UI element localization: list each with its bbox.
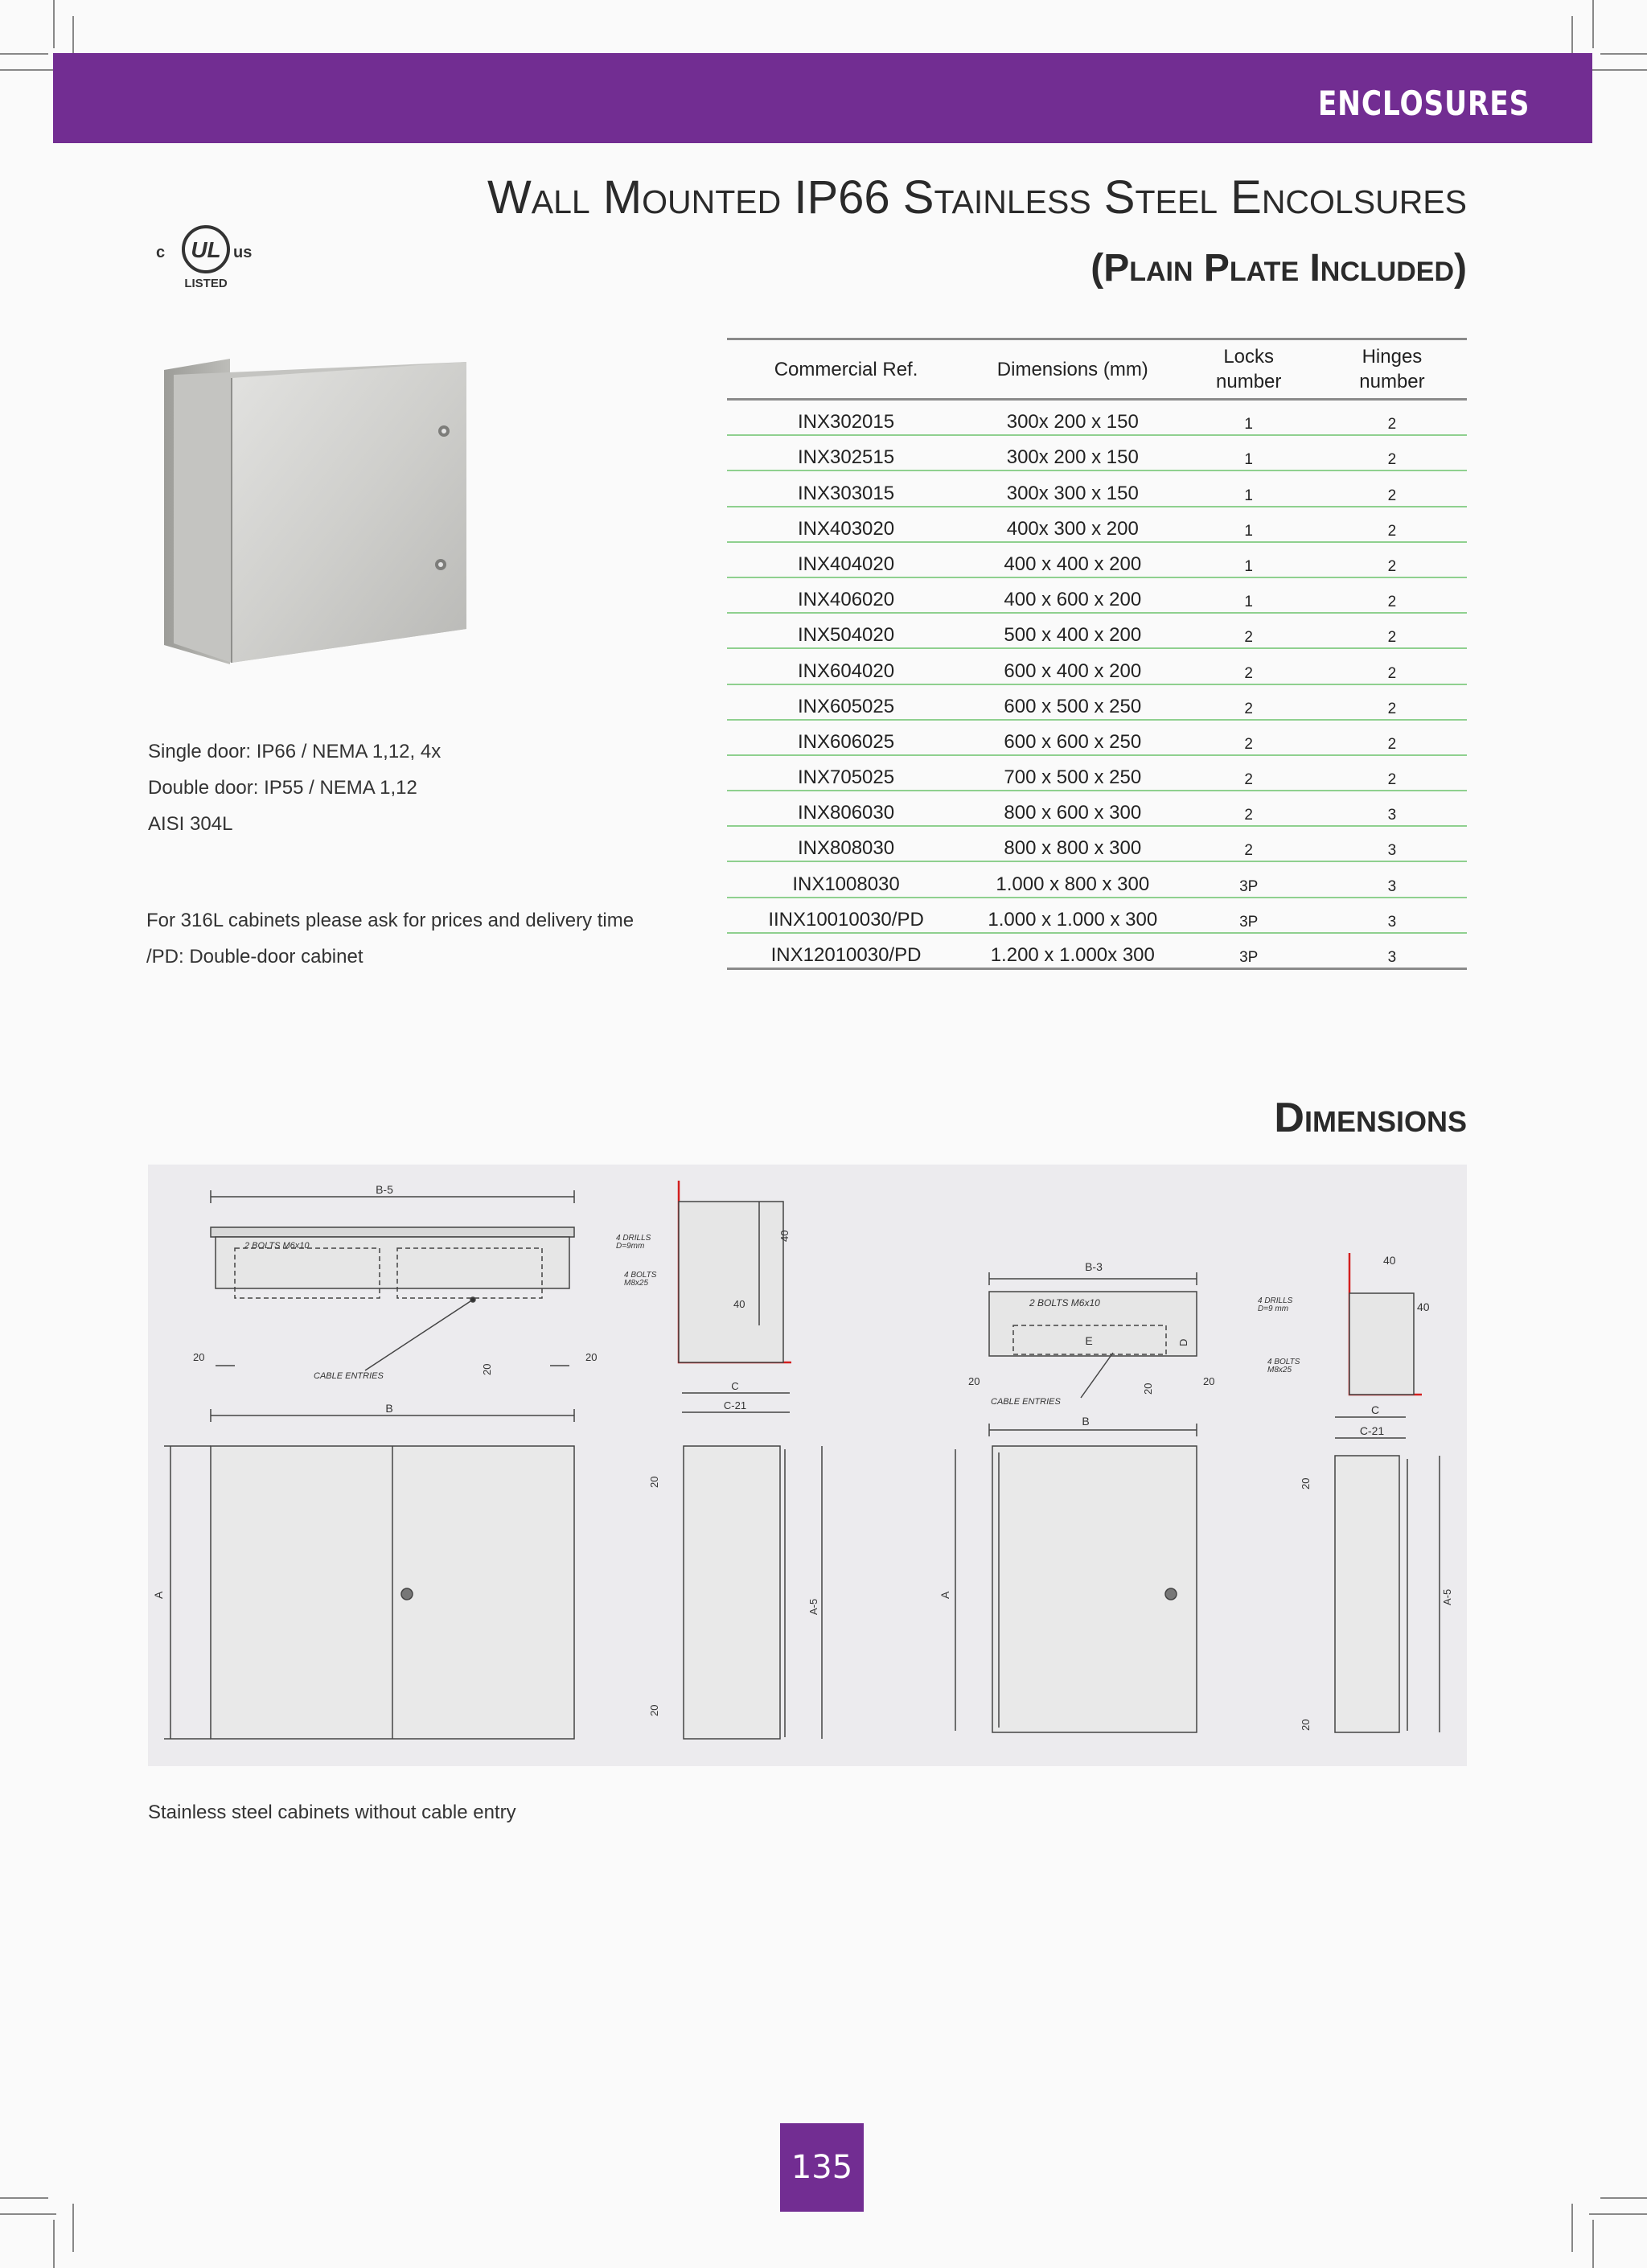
dimensions-title: Dimensions: [1274, 1095, 1467, 1141]
cell-locks: 2: [1181, 684, 1317, 720]
table-row: [727, 826, 1467, 861]
svg-text:us: us: [233, 244, 253, 261]
table-row: [727, 684, 1467, 720]
cell-dimensions: 400x 300 x 200: [965, 507, 1180, 542]
table-row: [727, 898, 1467, 933]
table-row: [727, 861, 1467, 897]
cell-locks: 1: [1181, 400, 1317, 436]
cell-locks: 2: [1181, 826, 1317, 861]
svg-text:D=9 mm: D=9 mm: [1258, 1305, 1289, 1313]
cell-dimensions: 300x 200 x 150: [965, 435, 1180, 470]
svg-text:4 DRILLS: 4 DRILLS: [616, 1234, 651, 1243]
svg-text:20: 20: [481, 1363, 493, 1375]
crop-mark: [1592, 2220, 1594, 2268]
table-row: [727, 720, 1467, 755]
cell-hinges: 3: [1317, 791, 1467, 826]
spec-item: AISI 304L: [148, 813, 233, 835]
svg-text:40: 40: [1383, 1254, 1396, 1267]
cell-ref: INX302515: [727, 435, 965, 470]
cell-locks: 2: [1181, 720, 1317, 755]
section-label: ENCLOSURES: [1317, 84, 1530, 123]
crop-mark: [0, 2213, 56, 2215]
page-number: 135: [780, 2123, 864, 2212]
cell-dimensions: 800 x 600 x 300: [965, 791, 1180, 826]
svg-text:40: 40: [778, 1230, 791, 1242]
cell-hinges: 2: [1317, 435, 1467, 470]
table-row: [727, 648, 1467, 684]
svg-text:A: A: [152, 1591, 165, 1599]
single-door-side-detail: [1258, 1253, 1453, 1732]
cell-locks: 2: [1181, 648, 1317, 684]
drawing-caption: Stainless steel cabinets without cable entry: [148, 1802, 516, 1823]
cell-dimensions: 300x 300 x 150: [965, 470, 1180, 506]
product-table: [727, 338, 1467, 970]
crop-mark: [53, 0, 55, 48]
table-row: [727, 791, 1467, 826]
crop-mark: [1589, 69, 1647, 71]
cell-locks: 1: [1181, 542, 1317, 577]
cell-hinges: 2: [1317, 470, 1467, 506]
side-detail-view: [616, 1181, 822, 1739]
svg-text:4 DRILLS: 4 DRILLS: [1258, 1296, 1293, 1305]
header-hinges: Hinges number: [1317, 339, 1467, 400]
cell-hinges: 2: [1317, 720, 1467, 755]
dimension-drawing: [148, 1165, 1467, 1766]
cell-hinges: 3: [1317, 826, 1467, 861]
svg-text:C-21: C-21: [723, 1399, 747, 1411]
crop-mark: [0, 2197, 48, 2199]
cell-dimensions: 800 x 800 x 300: [965, 826, 1180, 861]
note-item: /PD: Double-door cabinet: [146, 946, 363, 968]
table-row: [727, 613, 1467, 648]
svg-text:20: 20: [1142, 1383, 1154, 1395]
svg-text:4 BOLTS: 4 BOLTS: [624, 1271, 657, 1280]
cell-locks: 2: [1181, 613, 1317, 648]
crop-mark: [1592, 0, 1594, 48]
cell-hinges: 3: [1317, 861, 1467, 897]
svg-text:c: c: [156, 244, 166, 261]
cell-hinges: 2: [1317, 542, 1467, 577]
note-item: For 316L cabinets please ask for prices and delivery time: [146, 910, 635, 931]
table-row: [727, 507, 1467, 542]
cell-hinges: 2: [1317, 507, 1467, 542]
ul-listed-logo: [153, 211, 265, 291]
cell-ref: INX303015: [727, 470, 965, 506]
crop-mark: [1589, 2213, 1647, 2215]
svg-text:M8x25: M8x25: [1267, 1366, 1292, 1374]
cell-ref: IINX10010030/PD: [727, 898, 965, 933]
cell-dimensions: 600 x 400 x 200: [965, 648, 1180, 684]
header-commercial-ref: Commercial Ref.: [727, 339, 965, 400]
table-row: [727, 755, 1467, 791]
table-row: [727, 933, 1467, 969]
cell-locks: 2: [1181, 791, 1317, 826]
svg-text:A-5: A-5: [807, 1598, 819, 1615]
cell-ref: INX403020: [727, 507, 965, 542]
cell-ref: INX605025: [727, 684, 965, 720]
cell-dimensions: 700 x 500 x 250: [965, 755, 1180, 791]
svg-text:20: 20: [648, 1476, 660, 1488]
svg-text:A: A: [939, 1591, 951, 1599]
svg-text:B-3: B-3: [1085, 1260, 1103, 1273]
header-locks: Locks number: [1181, 339, 1317, 400]
cell-dimensions: 600 x 600 x 250: [965, 720, 1180, 755]
svg-text:20: 20: [193, 1351, 205, 1363]
svg-text:20: 20: [585, 1351, 598, 1363]
table-row: [727, 577, 1467, 613]
svg-text:D: D: [1177, 1338, 1189, 1346]
table-row: [727, 542, 1467, 577]
svg-text:20: 20: [1203, 1375, 1215, 1387]
note-list: [146, 902, 634, 975]
page-subtitle: (Plain Plate Included): [1090, 247, 1467, 290]
svg-text:E: E: [1085, 1334, 1093, 1347]
cell-hinges: 2: [1317, 577, 1467, 613]
cell-dimensions: 1.000 x 800 x 300: [965, 861, 1180, 897]
svg-text:M8x25: M8x25: [624, 1279, 649, 1288]
cell-ref: INX606025: [727, 720, 965, 755]
cell-dimensions: 1.000 x 1.000 x 300: [965, 898, 1180, 933]
cell-locks: 1: [1181, 577, 1317, 613]
cell-hinges: 2: [1317, 648, 1467, 684]
cell-dimensions: 500 x 400 x 200: [965, 613, 1180, 648]
crop-mark: [1600, 2197, 1647, 2199]
cell-hinges: 3: [1317, 933, 1467, 969]
svg-text:B-5: B-5: [376, 1183, 393, 1196]
svg-text:B: B: [1082, 1415, 1090, 1428]
double-door-top-view: [193, 1183, 597, 1381]
cell-ref: INX808030: [727, 826, 965, 861]
spec-item: Single door: IP66 / NEMA 1,12, 4x: [148, 741, 442, 762]
svg-text:D=9mm: D=9mm: [616, 1242, 645, 1251]
table-row: [727, 400, 1467, 436]
crop-mark: [1571, 2204, 1573, 2252]
cell-dimensions: 1.200 x 1.000x 300: [965, 933, 1180, 969]
svg-text:20: 20: [648, 1704, 660, 1716]
svg-text:UL: UL: [191, 237, 221, 262]
cell-ref: INX806030: [727, 791, 965, 826]
table-row: [727, 470, 1467, 506]
cell-ref: INX12010030/PD: [727, 933, 965, 969]
cell-locks: 3P: [1181, 898, 1317, 933]
cell-hinges: 2: [1317, 684, 1467, 720]
cell-hinges: 2: [1317, 400, 1467, 436]
cell-hinges: 2: [1317, 613, 1467, 648]
cell-locks: 1: [1181, 507, 1317, 542]
svg-text:C: C: [731, 1380, 739, 1392]
cell-dimensions: 600 x 500 x 250: [965, 684, 1180, 720]
table-row: [727, 435, 1467, 470]
svg-text:C-21: C-21: [1359, 1424, 1385, 1437]
svg-text:CABLE ENTRIES: CABLE ENTRIES: [991, 1397, 1061, 1407]
cell-ref: INX705025: [727, 755, 965, 791]
cell-ref: INX1008030: [727, 861, 965, 897]
crop-mark: [0, 53, 48, 55]
svg-text:40: 40: [1417, 1300, 1430, 1313]
cell-hinges: 2: [1317, 755, 1467, 791]
crop-mark: [53, 2220, 55, 2268]
cell-locks: 3P: [1181, 933, 1317, 969]
cell-hinges: 3: [1317, 898, 1467, 933]
cell-dimensions: 400 x 600 x 200: [965, 577, 1180, 613]
svg-text:B: B: [385, 1402, 393, 1415]
cell-locks: 3P: [1181, 861, 1317, 897]
svg-text:CABLE ENTRIES: CABLE ENTRIES: [314, 1371, 384, 1381]
svg-text:LISTED: LISTED: [184, 277, 228, 290]
cell-locks: 1: [1181, 470, 1317, 506]
svg-text:20: 20: [1300, 1477, 1312, 1489]
single-door-front-view: [939, 1415, 1197, 1732]
svg-text:2 BOLTS M6x10: 2 BOLTS M6x10: [244, 1241, 310, 1251]
single-door-top-view: [968, 1260, 1214, 1407]
cell-ref: INX504020: [727, 613, 965, 648]
crop-mark: [1600, 53, 1647, 55]
svg-text:4 BOLTS: 4 BOLTS: [1267, 1358, 1300, 1366]
cell-dimensions: 400 x 400 x 200: [965, 542, 1180, 577]
spec-list: [148, 733, 441, 842]
svg-text:40: 40: [733, 1298, 745, 1310]
crop-mark: [0, 69, 56, 71]
header-dimensions: Dimensions (mm): [965, 339, 1180, 400]
svg-text:C: C: [1370, 1403, 1380, 1416]
cell-ref: INX404020: [727, 542, 965, 577]
cell-locks: 2: [1181, 755, 1317, 791]
spec-item: Double door: IP55 / NEMA 1,12: [148, 777, 417, 799]
cell-dimensions: 300x 200 x 150: [965, 400, 1180, 436]
crop-mark: [72, 2204, 74, 2252]
svg-text:20: 20: [968, 1375, 980, 1387]
cell-ref: INX406020: [727, 577, 965, 613]
header-band: [53, 53, 1592, 143]
cell-ref: INX302015: [727, 400, 965, 436]
cell-ref: INX604020: [727, 648, 965, 684]
cell-locks: 1: [1181, 435, 1317, 470]
svg-text:20: 20: [1300, 1719, 1312, 1731]
table-header-row: [727, 339, 1467, 400]
page-title: Wall Mounted IP66 Stainless Steel Encolsures: [487, 171, 1467, 224]
enclosure-photo: [158, 354, 479, 676]
svg-text:A-5: A-5: [1441, 1588, 1453, 1605]
double-door-front-view: [152, 1402, 574, 1739]
svg-text:2 BOLTS M6x10: 2 BOLTS M6x10: [1029, 1297, 1100, 1309]
